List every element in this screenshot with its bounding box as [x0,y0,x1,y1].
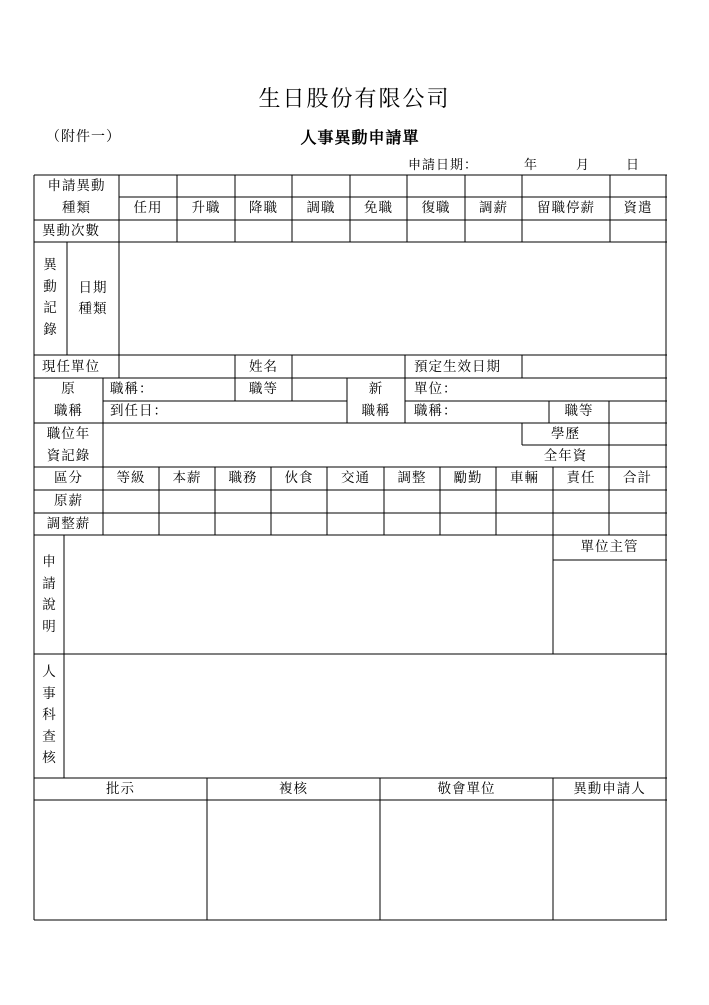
salary-header: 交通 [341,470,370,486]
original-start-date-label: 到任日： [110,403,168,419]
original-grade-label: 職等 [249,381,278,397]
original-title-label: 職稱 [54,403,83,419]
explanation-label: 申 請 說 明 [42,554,56,635]
date-day-label: 日 [626,158,640,173]
new-label: 新 [368,381,384,397]
name-label: 姓名 [249,359,278,375]
option-reinstate[interactable]: 復職 [421,200,451,216]
company-name: 生日股份有限公司 [258,87,451,112]
salary-header: 勵勤 [453,470,483,486]
option-dismiss[interactable]: 免職 [364,200,393,216]
option-demote[interactable]: 降職 [249,200,278,216]
current-unit-label: 現任單位 [42,359,100,375]
signature-countersign-label: 敬會單位 [437,781,496,797]
original-job-title-label: 職稱： [110,381,154,397]
salary-header: 職務 [228,470,258,486]
signature-review-label: 複核 [279,781,308,797]
hr-review-label: 人 事 科 查 核 [42,664,56,766]
new-grade-label: 職等 [564,403,594,419]
option-salary-adjust[interactable]: 調薪 [479,200,508,216]
seniority-label: 職位年 [46,426,91,442]
education-label: 學歷 [551,426,580,442]
change-count-label: 異動次數 [42,223,100,239]
change-type-label: 申請異動 [47,178,106,194]
option-transfer[interactable]: 調職 [306,200,336,216]
date-year-label: 年 [524,158,538,173]
form-title: 人事異動申請單 [300,128,420,147]
date-month-label: 月 [576,158,590,173]
change-type-label-2: 種類 [62,200,91,216]
attachment-label: （附件一） [46,129,121,145]
new-job-title-label: 職稱： [414,403,458,419]
option-promote[interactable]: 升職 [191,200,221,216]
new-unit-label: 單位： [414,381,458,397]
records-label: 異 動 記 錄 [43,257,57,338]
records-date-label: 日期 [78,280,108,296]
new-title-label: 職稱 [361,403,391,419]
option-appoint[interactable]: 任用 [133,200,163,216]
salary-header: 區分 [54,470,83,486]
total-seniority-label: 全年資 [543,448,588,464]
salary-header: 調整 [397,470,427,486]
salary-header: 等級 [116,470,146,486]
original-salary-label: 原薪 [54,493,83,509]
salary-header: 合計 [623,470,652,486]
signature-applicant-label: 異動申請人 [573,781,646,797]
date-label: 申請日期： [408,158,479,173]
seniority-label-2: 資記錄 [46,448,91,464]
signature-approval-label: 批示 [106,781,135,797]
option-unpaid-leave[interactable]: 留職停薪 [537,200,595,216]
supervisor-label: 單位主管 [580,539,639,555]
salary-header: 伙食 [284,470,314,486]
adjusted-salary-label: 調整薪 [46,516,91,532]
option-layoff[interactable]: 資遣 [623,200,653,216]
salary-header: 車輛 [510,470,539,486]
original-label: 原 [61,381,76,397]
salary-header: 責任 [566,470,596,486]
effective-date-label: 預定生效日期 [414,359,501,375]
records-type-label: 種類 [78,301,108,317]
salary-header: 本薪 [172,470,202,486]
